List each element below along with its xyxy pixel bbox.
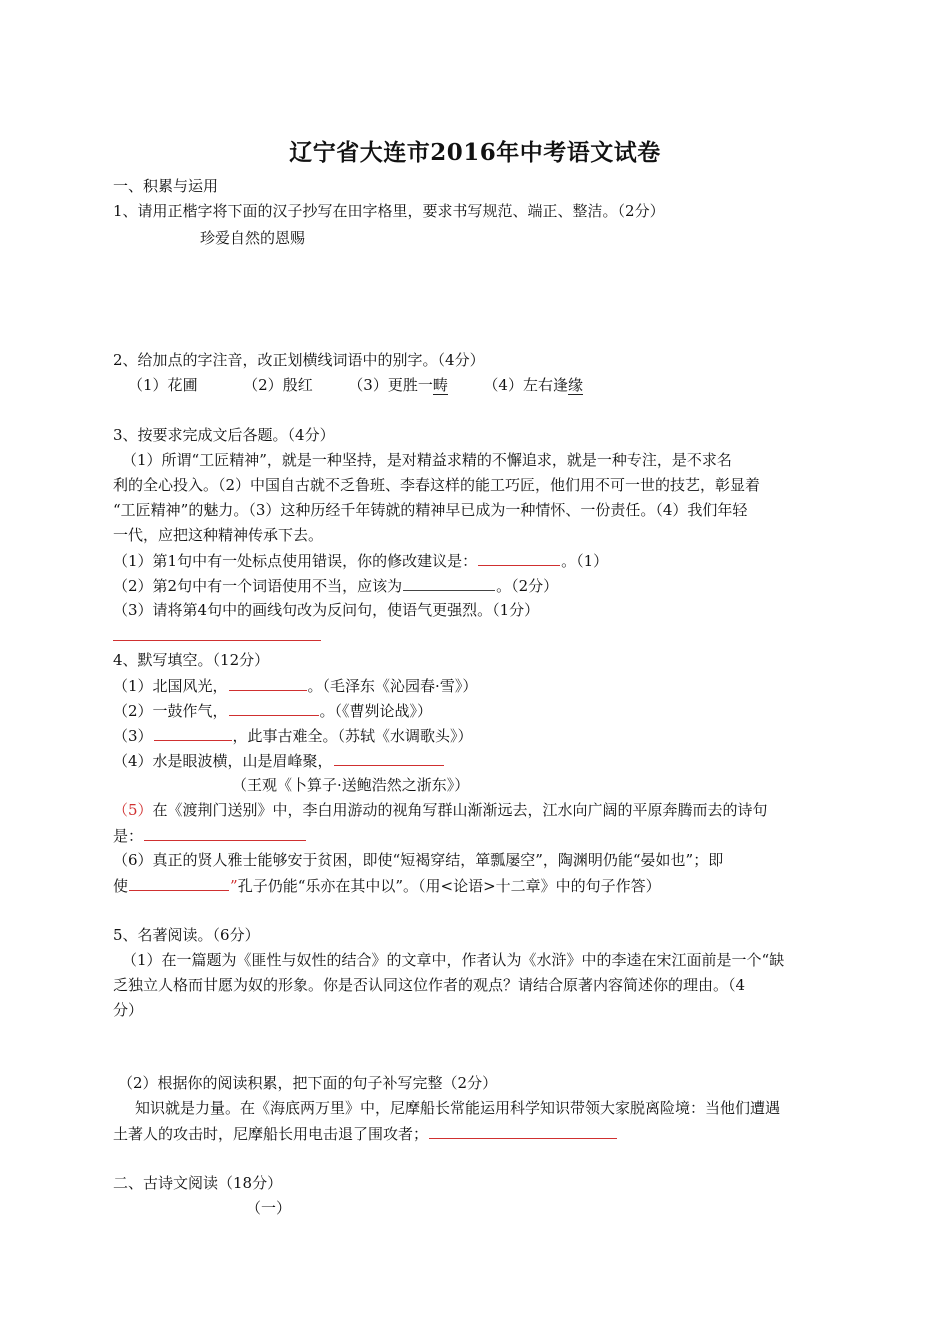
q5-p2: （2）根据你的阅读积累，把下面的句子补写完整（2分） (118, 1074, 498, 1092)
q3-sub2: （2）第2句中有一个词语使用不当，应该为 。（2分） (113, 577, 559, 595)
q4-line5-cont: 是： (113, 825, 307, 846)
q3-passage-line: 一代，应把这种精神传承下去。 (113, 526, 324, 544)
answer-blank[interactable] (478, 550, 560, 566)
q3-sub1: （1）第1句中有一处标点使用错误，你的修改建议是： 。（1） (113, 552, 609, 570)
q4-prompt: 4、默写填空。（12分） (113, 651, 270, 669)
q4-line3: （3） ，此事古难全。（苏轼《水调歌头》） (113, 727, 473, 745)
q2-item: （4）左右逢缘 (483, 376, 583, 394)
q5-p2-text-line: 土著人的攻击时，尼摩船长用电击退了围攻者； (113, 1123, 618, 1144)
answer-blank[interactable] (429, 1123, 617, 1139)
answer-blank[interactable] (154, 725, 232, 741)
q5-p1-line: 乏独立人格而甘愿为奴的形象。你是否认同这位作者的观点？请结合原著内容简述你的理由。（4 (113, 976, 746, 994)
q4-line6: （6）真正的贤人雅士能够安于贫困，即使“短褐穿结，箪瓢屡空”，陶渊明仍能“晏如也”；即 (113, 851, 724, 869)
q4-line1: （1）北国风光， 。（毛泽东《沁园春·雪》） (113, 677, 478, 695)
answer-blank[interactable] (144, 825, 306, 841)
q2-item: （2）殷红 (243, 376, 313, 394)
section-heading: 一、积累与运用 (113, 177, 219, 195)
page-title: 辽宁省大连市2016年中考语文试卷 (289, 139, 661, 166)
q2-items (128, 375, 583, 395)
answer-blank[interactable] (129, 875, 229, 891)
q3-prompt: 3、按要求完成文后各题。（4分） (113, 426, 335, 444)
q4-line6-cont: 使 ”孔子仍能“乐亦在其中以”。（用<论语>十二章》中的句子作答） (113, 877, 661, 895)
q5-p1-line: 分） (113, 1001, 144, 1019)
q5-p1-line: （1）在一篇题为《匪性与奴性的结合》的文章中，作者认为《水浒》中的李逵在宋江面前是一个“缺 (122, 951, 785, 969)
q4-line5: （5）在《渡荆门送别》中，李白用游动的视角写群山渐渐远去，江水向广阔的平原奔腾而去的诗句 (113, 801, 768, 819)
answer-line[interactable] (113, 640, 321, 641)
q3-sub3: （3）请将第4句中的画线句改为反问句，使语气更强烈。（1分） (113, 601, 540, 619)
q1-prompt: 1、请用正楷字将下面的汉子抄写在田字格里，要求书写规范、端正、整洁。（2分） (113, 202, 665, 220)
q4-line4: （4）水是眼波横，山是眉峰聚， (113, 750, 445, 771)
q3-passage-line: 利的全心投入。（2）中国自古就不乏鲁班、李春这样的能工巧匠，他们用不可一世的技艺，彰显着 (113, 476, 761, 494)
q2-prompt: 2、给加点的字注音，改正划横线词语中的别字。（4分） (113, 351, 485, 369)
subsection-label: （一） (246, 1199, 292, 1217)
q4-line4-source: （王观《卜算子·送鲍浩然之浙东》） (232, 776, 470, 794)
section-heading: 二、古诗文阅读（18分） (113, 1174, 283, 1192)
q2-item: （1）花圃 (128, 376, 198, 394)
q5-prompt: 5、名著阅读。（6分） (113, 926, 260, 944)
q3-passage-line: “工匠精神”的魅力。（3）这种历经千年铸就的精神早已成为一种情怀、一份责任。（4）我们年轻 (113, 501, 748, 519)
answer-blank[interactable] (229, 700, 319, 716)
q3-passage-line: （1）所谓“工匠精神”，就是一种坚持，是对精益求精的不懈追求，就是一种专注，是不求名 (122, 451, 732, 469)
q4-line2: （2）一鼓作气， 。（《曹刿论战》） (113, 702, 433, 720)
q5-p2-text-line: 知识就是力量。在《海底两万里》中，尼摩船长常能运用科学知识带领大家脱离险境：当他们遭遇 (135, 1099, 781, 1117)
answer-blank[interactable] (403, 575, 495, 591)
answer-blank[interactable] (229, 675, 307, 691)
q2-item: （3）更胜一畴 (348, 376, 448, 394)
q1-copy-text: 珍爱自然的恩赐 (200, 229, 306, 247)
answer-blank[interactable] (334, 750, 444, 766)
